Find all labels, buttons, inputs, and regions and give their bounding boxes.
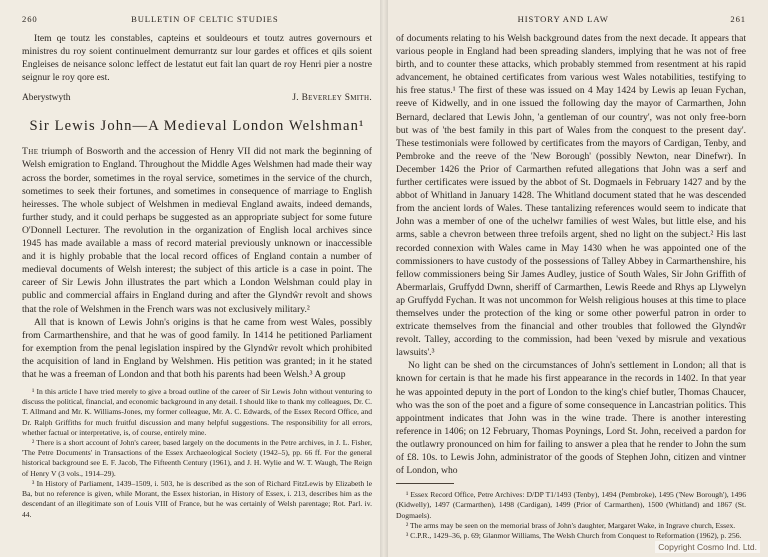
footnote-1: ¹ In this article I have tried merely to give a broad outline of the career of Sir Lewis John without venturing to discuss the political, financial, and economic background in any detail. I should like to thank my colleagues, Dr. C. T. Allmand and Mr. K. Williams-Jones, my former colleague, Mr. A. C. Edwards, of the Essex Record Office, and Dr. Ralph Griffiths for much fruitful discussion and many helpful suggestions. The responsibility for all errors, whether factual or interpretative, is, of course, entirely mine. [22, 387, 372, 437]
left-footnotes [22, 387, 372, 520]
signature-place: Aberystwyth [22, 93, 71, 104]
signature-line [22, 93, 372, 103]
right-page-number: 261 [730, 14, 746, 24]
right-footnote-2: ² The arms may be seen on the memorial brass of John's daughter, Margaret Wake, in Ingrave church, Essex. [406, 520, 736, 530]
article-paragraph-1 [22, 145, 372, 315]
right-paragraph-2: No light can be shed on the circumstances of John's settlement in London; all that is known for certain is that he made his first appearance in the records in 1402. In that year he was appointed deputy in the port of London to the king's chief butler, Thomas Chaucer, who was the son of the poet and a figure of some consequence in Lancastrian politics. This appointment indicates that John was in the wine trade. There is another interesting reference in 1406; on 12 February, Thomas Poynings, Lord St. John, received a pardon for the outlawry pronounced on him for failing to answer a plea that he render to John the sum of £8. 10s. to Lewis John, administrator of the goods of Stephen John, citizen and vintner of London, who [396, 360, 746, 477]
article-body [22, 145, 372, 381]
right-paragraph-1: of documents relating to his Welsh background dates from the next decade. It appears that various people in England had been spreading slanders, implying that he was not of free birth, and to counter these attacks, which probably stemmed from resentment at his rapid advancement, he obtained certificates from various west Wales notabilities, testifying to his free status.¹ The first of these was issued on 4 May 1424 by Lewis ap Ieuan Fychan, reeve of Kidwelly, and in one issued the following day the mayor of Carmarthen, John Bernard, declared that Lewis John, 'a gentleman of our country', was not only free-born but was of 'the best family in this part of Wales from the conquest to the present day'. These testimonials were followed by certificates from the mayors of Cardigan, Tenby, and Pembroke and the reeve of the 'New Borough' (possibly Newton, near Dinefwr). In December 1426 the Prior of Carmarthen refuted allegations that John was a serf and further certificates were issued by the abbot of St. Dogmaels in February 1427 and by the abbot of Whitland in January 1428. The Whitland document stated that he was descended from the ancient lords of Wales. These tantalizing references would seem to indicate that John was a member of one of the uchelwr families of west Wales, but little else, and his arms, sable a chevron between three trefoils argent, shed no light on the subject.² His last recorded connexion with Wales came in May 1430 when he was appointed one of the commissioners to have custody of the possessions of Talley Abbey in Carmarthenshire, his fellow commissioners being Sir James Audley, justice of South Wales, Sir John Griffith of Abermarlais, Gruffydd Dwnn, sheriff of Carmarthen, Lewis Reede and Rhys ap Llywelyn ap Gruffydd Fychan. It was not uncommon for Welsh religious houses at this time to place themselves under the protection of the king or some other powerful patron in order to extricate themselves from the financial and other troubles that followed the Glyndŵr revolt. Talley, according to the commission, had been 'vexed by misrule and vexatious lawsuits'.³ [396, 33, 746, 359]
right-footnote-3: ³ C.P.R., 1429–36, p. 69; Glanmor Williams, The Welsh Church from Conquest to Reformation (1962), p. 256. [406, 531, 742, 540]
right-body [396, 32, 746, 477]
footnote-rule [396, 483, 454, 484]
signature-name: J. Beverley Smith. [292, 93, 372, 104]
article-title: Sir Lewis John—A Medieval London Welshman¹ [29, 118, 365, 135]
article-paragraph-2: All that is known of Lewis John's origins is that he came from west Wales, possibly from Carmarthenshire, and that he was of good family. In 1414 he petitioned Parliament for exemption from the penal legislation inspired by the Glyndŵr revolt which prohibited the acquisition of land in England by Welshmen. His petition was granted; in it he stated that he was a freeman of London and that both his parents had been Welsh.³ A group [22, 316, 372, 380]
right-footnote-1: ¹ Essex Record Office, Petre Archives: D/DP T1/1493 (Tenby), 1494 (Pembroke), 1495 ('New Borough'), 1496 (Kidwelly), 1497 (Carmarthen), 1498 (Cardigan), 1499 (Prior of Carmarthen), 1500 (Whitland) and 1867 (St. Dogmaels). [396, 490, 746, 520]
copyright-watermark: Copyright Cosmo Ind. Ltd. [655, 541, 760, 553]
left-page-number: 260 [22, 14, 38, 24]
right-running-head [396, 14, 746, 24]
right-footnotes [396, 490, 746, 541]
book-gutter [380, 0, 388, 557]
footnote-2: ² There is a short account of John's career, based largely on the documents in the Petre archives, in J. L. Fisher, 'The Petre Documents' in Transactions of the Essex Archaeological Society (1942–5), pp. 66 ff. For the general historical background see E. F. Jacob, The Fifteenth Century (1961), and J. H. Wylie and W. T. Waugh, The Reign of Henry V (3 vols., 1914–29). [22, 438, 372, 478]
footnote-3: ³ In History of Parliament, 1439–1509, i. 503, he is described as the son of Richard FitzLewis by Elizabeth le Ba, but no reference is given, while Morant, the Essex historian, in History of Essex, i. 213, describes him as the descendant of an illegitimate son of Louis VIII of France, but he was certainly of Welsh parentage; Rot. Parl. iv. 44. [22, 478, 372, 519]
left-running-head [22, 14, 372, 24]
left-body [22, 32, 372, 84]
right-section-title: HISTORY AND LAW [517, 14, 609, 24]
paragraph-1-text: triumph of Bosworth and the accession of Henry VII did not mark the beginning of Welsh emigration to England. Throughout the Middle Ages Welshmen had made their way across the border, sometimes in the royal service, sometimes in the service of the church, sometimes to seek their fortunes, and sometimes in consequence of marriage to English heiresses. The whole subject of Welshmen in medieval England awaits, indeed demands, further study, and it could perhaps be suggested as an appropriate subject for some future O'Donnell Lecturer. The revolution in the organization of English local archives since 1945 has made available a mass of record material previously unknown or inaccessible and it is highly probable that the local record offices of England contain a number of medieval documents of Welsh interest; the subject of this article is a case in point. The career of Sir Lewis John illustrates the part which a London Welshman could play in public and commercial affairs in England during and after the Glyndŵr revolt and shows that the role of Welshmen in the French wars was not exclusively military.² [22, 146, 373, 315]
left-journal-title: BULLETIN OF CELTIC STUDIES [131, 14, 279, 24]
right-page [384, 0, 768, 557]
opening-word: The [22, 146, 39, 158]
french-quotation: Item qe toutz les constables, capteins et souldeours et toutz autres governours et ministres du roy soient continuelment demurrantz sur lour gardes et offices et qils soient Engleises de neisance solonc leffect de lestatut eut fait lan quart de roy Henri pier a nostre seignur le roy qore est. [22, 33, 372, 84]
